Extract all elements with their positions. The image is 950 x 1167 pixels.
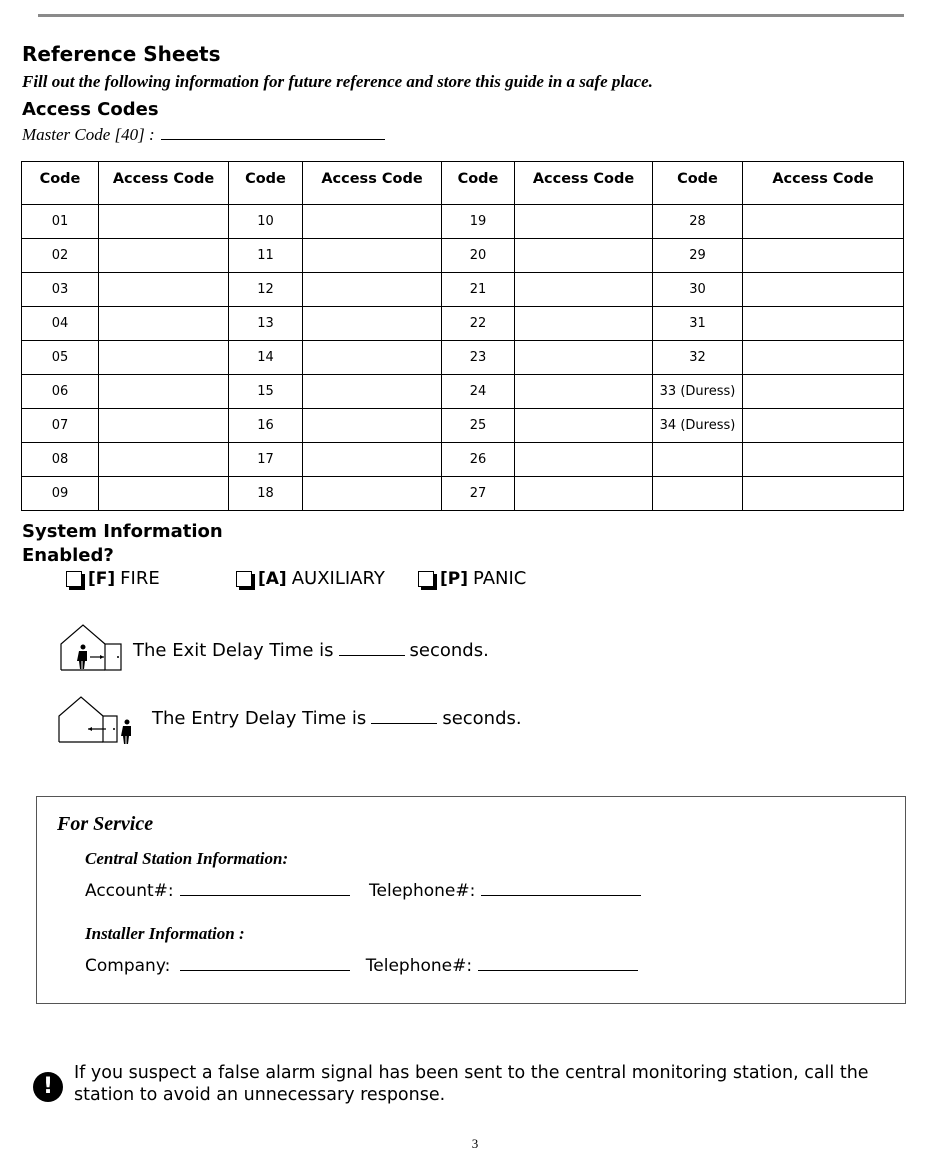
access-code-cell[interactable]: [99, 273, 229, 307]
access-code-cell[interactable]: [743, 375, 904, 409]
auxiliary-option[interactable]: [236, 568, 385, 589]
access-code-cell[interactable]: [515, 409, 653, 443]
auxiliary-key: [A]: [258, 568, 287, 589]
page-number: 3: [471, 1136, 479, 1151]
exit-delay-icon: [60, 624, 124, 672]
code-cell: 33 (Duress): [653, 375, 743, 409]
access-code-cell[interactable]: [515, 307, 653, 341]
panic-label: PANIC: [473, 568, 527, 589]
code-cell: 34 (Duress): [653, 409, 743, 443]
table-row: [22, 205, 904, 239]
code-cell: 08: [22, 443, 99, 477]
entry-delay-icon: [58, 696, 138, 746]
col-header: Code: [442, 162, 515, 205]
code-cell: 28: [653, 205, 743, 239]
access-code-cell[interactable]: [743, 409, 904, 443]
access-code-cell[interactable]: [303, 307, 442, 341]
fire-label: FIRE: [120, 568, 160, 589]
access-code-cell[interactable]: [303, 341, 442, 375]
code-cell: 32: [653, 341, 743, 375]
code-cell: 12: [229, 273, 303, 307]
code-cell: 11: [229, 239, 303, 273]
access-code-cell[interactable]: [99, 205, 229, 239]
exit-delay-line: [133, 640, 489, 661]
code-cell: 26: [442, 443, 515, 477]
exit-delay-unit: seconds.: [409, 640, 489, 661]
service-title: For Service: [57, 813, 154, 835]
panic-key: [P]: [440, 568, 468, 589]
service-box: [36, 796, 906, 1004]
table-row: [22, 477, 904, 511]
access-code-cell[interactable]: [303, 443, 442, 477]
fire-option[interactable]: [66, 568, 160, 589]
code-cell: 20: [442, 239, 515, 273]
master-code-blank[interactable]: [161, 125, 385, 140]
access-code-cell[interactable]: [99, 409, 229, 443]
code-cell: 18: [229, 477, 303, 511]
account-label: Account#:: [85, 881, 174, 901]
exit-delay-text: The Exit Delay Time is: [133, 640, 334, 661]
access-code-cell[interactable]: [99, 375, 229, 409]
code-cell: 23: [442, 341, 515, 375]
access-code-cell[interactable]: [743, 239, 904, 273]
col-header: Code: [653, 162, 743, 205]
access-code-cell[interactable]: [515, 375, 653, 409]
code-cell: 07: [22, 409, 99, 443]
installer-telephone-blank[interactable]: [478, 956, 638, 971]
access-code-cell[interactable]: [515, 477, 653, 511]
table-row: [22, 307, 904, 341]
code-cell: 29: [653, 239, 743, 273]
code-cell: 25: [442, 409, 515, 443]
code-cell: [653, 443, 743, 477]
col-header: Access Code: [515, 162, 653, 205]
col-header: Access Code: [743, 162, 904, 205]
fire-key: [F]: [88, 568, 116, 589]
code-cell: 19: [442, 205, 515, 239]
exclamation-icon: !: [33, 1072, 63, 1102]
fire-checkbox[interactable]: [66, 571, 82, 587]
account-blank[interactable]: [180, 881, 350, 896]
entry-delay-line: [152, 708, 522, 729]
access-codes-heading: Access Codes: [22, 99, 159, 120]
col-header: Code: [229, 162, 303, 205]
code-cell: 17: [229, 443, 303, 477]
access-code-cell[interactable]: [743, 307, 904, 341]
top-rule: [38, 14, 904, 17]
code-cell: 09: [22, 477, 99, 511]
code-cell: 16: [229, 409, 303, 443]
code-cell: 03: [22, 273, 99, 307]
code-cell: 24: [442, 375, 515, 409]
access-code-cell[interactable]: [515, 205, 653, 239]
central-station-heading: Central Station Information:: [85, 849, 289, 868]
code-cell: 14: [229, 341, 303, 375]
table-row: [22, 375, 904, 409]
access-code-cell[interactable]: [743, 443, 904, 477]
auxiliary-checkbox[interactable]: [236, 571, 252, 587]
table-row: [22, 409, 904, 443]
access-code-cell[interactable]: [303, 239, 442, 273]
central-station-line: [85, 881, 641, 901]
access-code-cell[interactable]: [743, 341, 904, 375]
panic-checkbox[interactable]: [418, 571, 434, 587]
code-cell: 05: [22, 341, 99, 375]
code-cell: 01: [22, 205, 99, 239]
access-code-cell[interactable]: [303, 477, 442, 511]
access-code-cell[interactable]: [515, 443, 653, 477]
access-code-cell[interactable]: [303, 375, 442, 409]
entry-delay-text: The Entry Delay Time is: [152, 708, 367, 729]
access-code-cell[interactable]: [99, 477, 229, 511]
code-cell: 13: [229, 307, 303, 341]
page-title: Reference Sheets: [22, 42, 221, 66]
table-header-row: [22, 162, 904, 205]
code-cell: 15: [229, 375, 303, 409]
table-row: [22, 443, 904, 477]
access-code-cell[interactable]: [99, 307, 229, 341]
exit-delay-blank[interactable]: [339, 641, 405, 656]
code-cell: 27: [442, 477, 515, 511]
table-row: [22, 341, 904, 375]
company-blank[interactable]: [180, 956, 350, 971]
access-code-cell[interactable]: [99, 443, 229, 477]
access-code-cell[interactable]: [515, 273, 653, 307]
page-subtitle: Fill out the following information for future reference and store this guide in a safe place.: [22, 72, 653, 91]
installer-line: [85, 956, 638, 976]
access-code-cell[interactable]: [743, 273, 904, 307]
installer-heading: Installer Information :: [85, 924, 245, 943]
code-cell: 04: [22, 307, 99, 341]
code-cell: 22: [442, 307, 515, 341]
access-code-cell[interactable]: [303, 205, 442, 239]
telephone-blank[interactable]: [481, 881, 641, 896]
company-label: Company:: [85, 956, 171, 976]
access-code-cell[interactable]: [515, 239, 653, 273]
code-cell: 30: [653, 273, 743, 307]
code-cell: 02: [22, 239, 99, 273]
col-header: Access Code: [99, 162, 229, 205]
false-alarm-note: If you suspect a false alarm signal has been sent to the central monitoring station, call the station to avoid an unnecessary response.: [74, 1063, 869, 1105]
auxiliary-label: AUXILIARY: [291, 568, 385, 589]
col-header: Access Code: [303, 162, 442, 205]
panic-option[interactable]: [418, 568, 526, 589]
enabled-label: Enabled?: [22, 545, 114, 566]
entry-delay-unit: seconds.: [442, 708, 522, 729]
code-cell: 21: [442, 273, 515, 307]
access-code-cell[interactable]: [303, 409, 442, 443]
table-row: [22, 273, 904, 307]
code-cell: 06: [22, 375, 99, 409]
access-codes-body: [22, 205, 904, 511]
master-code-line: [22, 125, 385, 145]
system-info-heading: System Information: [22, 521, 223, 542]
code-cell: [653, 477, 743, 511]
table-row: [22, 239, 904, 273]
entry-delay-blank[interactable]: [371, 709, 437, 724]
code-cell: 10: [229, 205, 303, 239]
access-code-cell[interactable]: [303, 273, 442, 307]
access-codes-table: [21, 161, 904, 511]
installer-telephone-label: Telephone#:: [365, 956, 473, 976]
telephone-label: Telephone#:: [369, 881, 476, 901]
master-code-label: Master Code [40] :: [22, 125, 155, 144]
access-code-cell[interactable]: [99, 239, 229, 273]
code-cell: 31: [653, 307, 743, 341]
access-code-cell[interactable]: [743, 205, 904, 239]
access-code-cell[interactable]: [515, 341, 653, 375]
col-header: Code: [22, 162, 99, 205]
access-code-cell[interactable]: [743, 477, 904, 511]
access-code-cell[interactable]: [99, 341, 229, 375]
